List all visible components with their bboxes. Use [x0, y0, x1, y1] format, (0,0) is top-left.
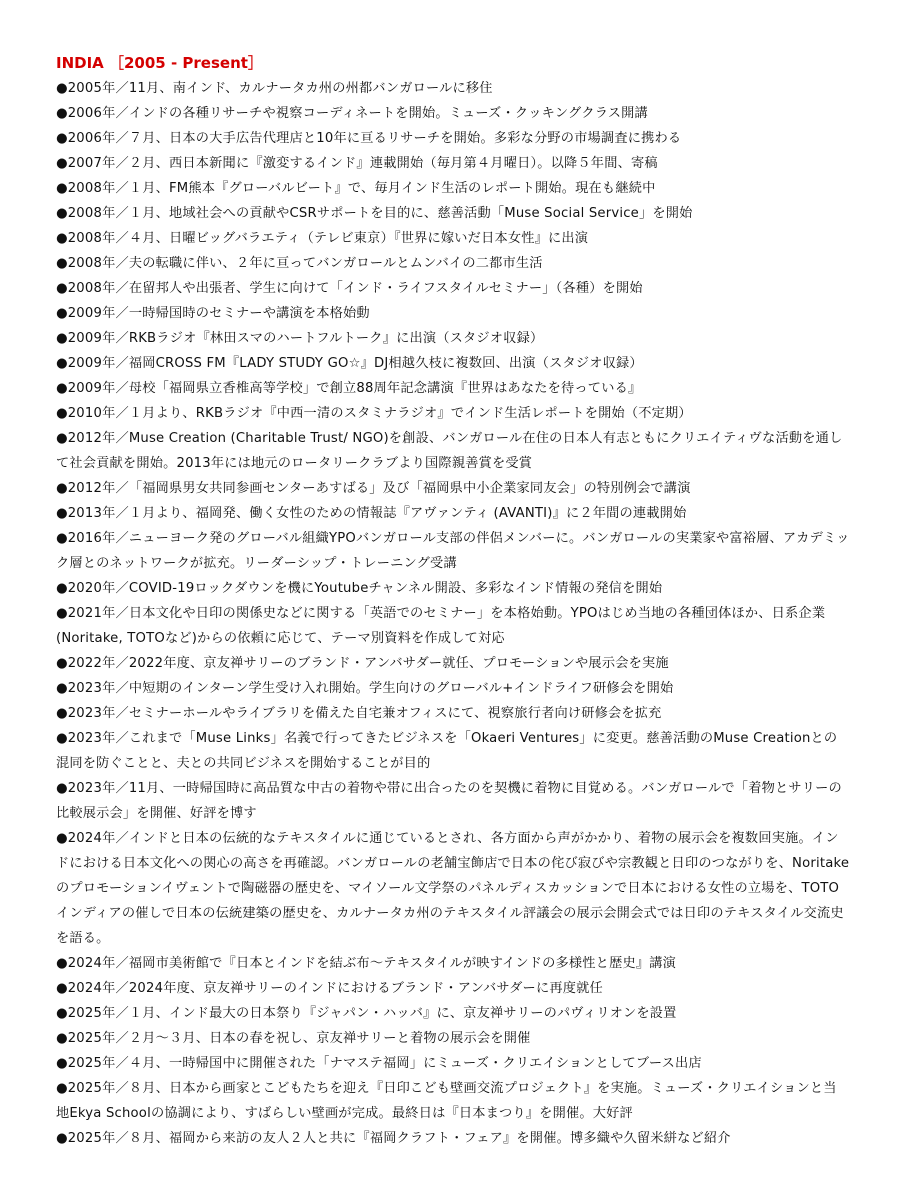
timeline-item	[56, 676, 850, 701]
timeline-item-text: ●2005年／11月、南インド、カルナータカ州の州都バンガロールに移住	[56, 81, 493, 96]
timeline-item	[56, 376, 850, 401]
timeline-item-text: ●2023年／中短期のインターン学生受け入れ開始。学生向けのグローバル+インドライフ研修会を開始	[56, 681, 674, 696]
timeline-item-text: ●2024年／2024年度、京友禅サリーのインドにおけるブランド・アンバサダーに再度就任	[56, 981, 603, 996]
timeline-item	[56, 401, 850, 426]
timeline-item	[56, 976, 850, 1001]
timeline-item-text: ●2024年／インドと日本の伝統的なテキスタイルに通じているとされ、各方面から声がかかり、着物の展示会を複数回実施。インドにおける日本文化への関心の高さを再確認。バンガロールの老舗宝飾店で日本の侘び寂びや宗教観と日印のつながりを、Noritakeのプロモーションイヴェントで陶磁器の歴史を、マイソール文学祭のパネルディスカッションで日本における女性の立場を、TOTOインディアの催しで日本の伝統建築の歴史を、カルナータカ州のテキスタイル評議会の展示会開会式では日印のテキスタイル交流史を語る。	[56, 831, 850, 946]
timeline-item	[56, 326, 850, 351]
timeline-item	[56, 1026, 850, 1051]
timeline-item	[56, 151, 850, 176]
timeline-item	[56, 726, 850, 776]
timeline-item	[56, 351, 850, 376]
timeline-item-text: ●2009年／母校「福岡県立香椎高等学校」で創立88周年記念講演『世界はあなたを待っている』	[56, 381, 642, 396]
timeline-item	[56, 951, 850, 976]
timeline-item	[56, 476, 850, 501]
timeline-item	[56, 301, 850, 326]
timeline-item	[56, 101, 850, 126]
timeline-item-text: ●2007年／２月、西日本新聞に『激変するインド』連載開始（毎月第４月曜日）。以降５年間、寄稿	[56, 156, 658, 171]
timeline-item-text: ●2009年／RKBラジオ『林田スマのハートフルトーク』に出演（スタジオ収録）	[56, 331, 544, 346]
timeline-item-text: ●2025年／８月、日本から画家とこどもたちを迎え『日印こども壁画交流プロジェクト』を実施。ミューズ・クリエイションと当地Ekya Schoolの協調により、すばらしい壁画が完成。最終日は『日本まつり』を開催。大好評	[56, 1081, 837, 1121]
timeline-item	[56, 1126, 850, 1151]
timeline-item	[56, 1001, 850, 1026]
timeline-item-text: ●2006年／インドの各種リサーチや視察コーディネートを開始。ミューズ・クッキングクラス開講	[56, 106, 648, 121]
section-heading: INDIA ［2005 - Present］	[56, 54, 263, 72]
timeline-item	[56, 576, 850, 601]
timeline-item-text: ●2023年／これまで「Muse Links」名義で行ってきたビジネスを「Okaeri Ventures」に変更。慈善活動のMuse Creationとの混同を防ぐことと、夫との共同ビジネスを開始することが目的	[56, 731, 838, 771]
timeline-item-text: ●2025年／１月、インド最大の日本祭り『ジャパン・ハッバ』に、京友禅サリーのパヴィリオンを設置	[56, 1006, 677, 1021]
timeline-item-text: ●2006年／７月、日本の大手広告代理店と10年に亘るリサーチを開始。多彩な分野の市場調査に携わる	[56, 131, 682, 146]
timeline-item-text: ●2013年／１月より、福岡発、働く女性のための情報誌『アヴァンティ (AVANTI)』に２年間の連載開始	[56, 506, 687, 521]
timeline-item	[56, 251, 850, 276]
timeline-item	[56, 526, 850, 576]
timeline-item-text: ●2025年／８月、福岡から来訪の友人２人と共に『福岡クラフト・フェア』を開催。博多織や久留米絣など紹介	[56, 1131, 731, 1146]
timeline-item-text: ●2010年／１月より、RKBラジオ『中西一清のスタミナラジオ』でインド生活レポートを開始（不定期）	[56, 406, 692, 421]
timeline-item-text: ●2021年／日本文化や日印の関係史などに関する「英語でのセミナー」を本格始動。YPOはじめ当地の各種団体ほか、日系企業 (Noritake, TOTOなど)からの依頼に応じて、テーマ別資料を作成して対応	[56, 606, 826, 646]
timeline-item-text: ●2023年／セミナーホールやライブラリを備えた自宅兼オフィスにて、視察旅行者向け研修会を拡充	[56, 706, 662, 721]
timeline-item-text: ●2012年／Muse Creation (Charitable Trust/ NGO)を創設、バンガロール在住の日本人有志ともにクリエイティヴな活動を通して社会貢献を開始。2013年には地元のロータリークラブより国際親善賞を受賞	[56, 431, 843, 471]
timeline-item	[56, 601, 850, 651]
timeline-item-text: ●2022年／2022年度、京友禅サリーのブランド・アンバサダー就任、プロモーションや展示会を実施	[56, 656, 669, 671]
timeline-item-text: ●2008年／１月、FM熊本『グローバルビート』で、毎月インド生活のレポート開始。現在も継続中	[56, 181, 656, 196]
timeline-item	[56, 276, 850, 301]
timeline-list	[56, 76, 850, 1151]
timeline-item	[56, 176, 850, 201]
timeline-item	[56, 426, 850, 476]
timeline-item-text: ●2025年／２月〜３月、日本の春を祝し、京友禅サリーと着物の展示会を開催	[56, 1031, 531, 1046]
timeline-item-text: ●2020年／COVID-19ロックダウンを機にYoutubeチャンネル開設、多彩なインド情報の発信を開始	[56, 581, 663, 596]
timeline-item-text: ●2016年／ニューヨーク発のグローバル組織YPOバンガロール支部の伴侶メンバーに。バンガロールの実業家や富裕層、アカデミック層とのネットワークが拡充。リーダーシップ・トレーニング受講	[56, 531, 850, 571]
timeline-item-text: ●2008年／１月、地域社会への貢献やCSRサポートを目的に、慈善活動「Muse Social Service」を開始	[56, 206, 693, 221]
timeline-item	[56, 501, 850, 526]
timeline-item	[56, 701, 850, 726]
timeline-item	[56, 1051, 850, 1076]
timeline-item	[56, 126, 850, 151]
timeline-item	[56, 226, 850, 251]
timeline-item-text: ●2008年／在留邦人や出張者、学生に向けて「インド・ライフスタイルセミナー」（各種）を開始	[56, 281, 643, 296]
timeline-item	[56, 826, 850, 951]
timeline-item	[56, 201, 850, 226]
timeline-item-text: ●2023年／11月、一時帰国時に高品質な中古の着物や帯に出合ったのを契機に着物に目覚める。バンガロールで「着物とサリーの比較展示会」を開催、好評を博す	[56, 781, 842, 821]
timeline-item-text: ●2025年／４月、一時帰国中に開催された「ナマステ福岡」にミューズ・クリエイションとしてブース出店	[56, 1056, 702, 1071]
timeline-item	[56, 651, 850, 676]
timeline-item-text: ●2008年／夫の転職に伴い、２年に亘ってバンガロールとムンバイの二都市生活	[56, 256, 543, 271]
timeline-item-text: ●2008年／４月、日曜ビッグバラエティ（テレビ東京）『世界に嫁いだ日本女性』に出演	[56, 231, 589, 246]
timeline-item	[56, 76, 850, 101]
timeline-item-text: ●2012年／「福岡県男女共同参画センターあすばる」及び「福岡県中小企業家同友会」の特別例会で講演	[56, 481, 691, 496]
timeline-item-text: ●2024年／福岡市美術館で『日本とインドを結ぶ布〜テキスタイルが映すインドの多様性と歴史』講演	[56, 956, 677, 971]
timeline-item-text: ●2009年／福岡CROSS FM『LADY STUDY GO☆』DJ相越久枝に複数回、出演（スタジオ収録）	[56, 356, 643, 371]
timeline-item	[56, 1076, 850, 1126]
timeline-item	[56, 776, 850, 826]
timeline-item-text: ●2009年／一時帰国時のセミナーや講演を本格始動	[56, 306, 370, 321]
